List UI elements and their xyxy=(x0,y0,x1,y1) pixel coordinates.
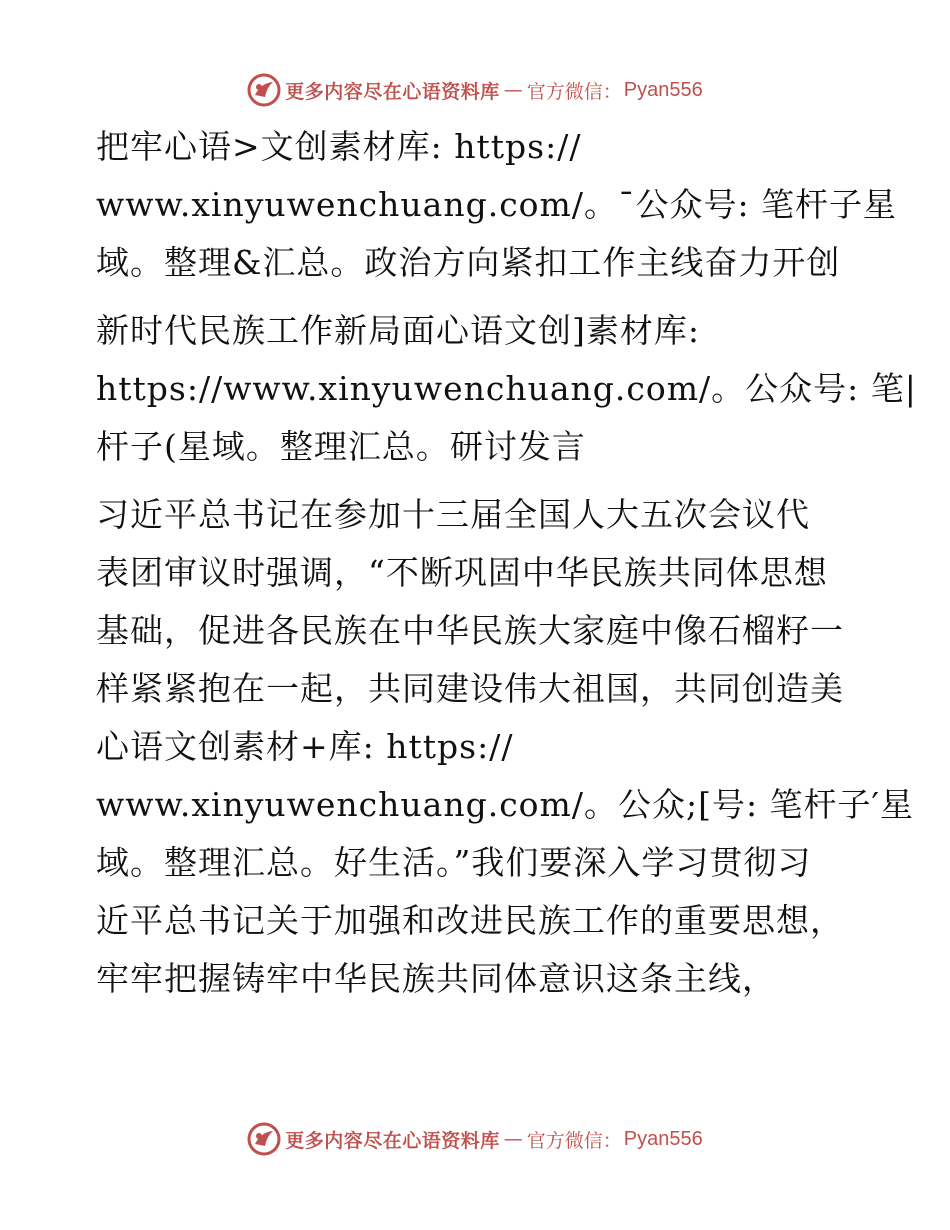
text-line: www.xinyuwenchuang.com/。公众;[号: 笔杆子′星 xyxy=(96,785,915,824)
logo-icon xyxy=(247,1122,281,1156)
footer-banner xyxy=(0,1119,950,1159)
banner-title: 更多内容尽在心语资料库 xyxy=(285,80,500,103)
banner-wechat-id: Pyan556 xyxy=(623,1127,703,1150)
text-line: 近平总书记关于加强和改进民族工作的重要思想， xyxy=(96,901,844,940)
banner-title: 更多内容尽在心语资料库 xyxy=(285,1129,500,1152)
logo-icon xyxy=(247,73,281,107)
text-line: https://www.xinyuwenchuang.com/。公众号: 笔| xyxy=(96,369,917,408)
document-body xyxy=(96,118,917,1008)
banner-separator: — xyxy=(503,79,523,101)
text-line: 域。整理&汇总。政治方向紧扣工作主线奋力开创 xyxy=(96,243,841,282)
text-line: www.xinyuwenchuang.com/。¯公众号: 笔杆子星 xyxy=(96,185,898,224)
paragraph-3 xyxy=(96,486,915,1008)
banner-wechat-label: 官方微信： xyxy=(526,80,622,103)
text-line: 把牢心语>文创素材库: https:// xyxy=(96,127,582,166)
text-line: 基础，促进各民族在中华民族大家庭中像石榴籽一 xyxy=(96,611,844,650)
paragraph-1 xyxy=(96,118,898,292)
text-line: 杆子(星域。整理汇总。研讨发言 xyxy=(96,427,586,466)
paragraph-2 xyxy=(96,302,917,476)
text-line: 牢牢把握铸牢中华民族共同体意识这条主线， xyxy=(96,959,776,998)
text-line: 心语文创素材+库: https:// xyxy=(96,727,514,766)
text-line: 域。整理汇总。好生活。”我们要深入学习贯彻习 xyxy=(96,843,812,882)
banner-wechat-label: 官方微信： xyxy=(526,1129,622,1152)
text-line: 新时代民族工作新局面心语文创]素材库: xyxy=(96,311,700,350)
text-line: 表团审议时强调，“不断巩固中华民族共同体思想 xyxy=(96,553,828,592)
text-line: 样紧紧抱在一起，共同建设伟大祖国，共同创造美 xyxy=(96,669,844,708)
text-line: 习近平总书记在参加十三届全国人大五次会议代 xyxy=(96,495,810,534)
banner-wechat-id: Pyan556 xyxy=(623,78,703,101)
header-banner xyxy=(0,70,950,110)
banner-separator: — xyxy=(503,1128,523,1150)
